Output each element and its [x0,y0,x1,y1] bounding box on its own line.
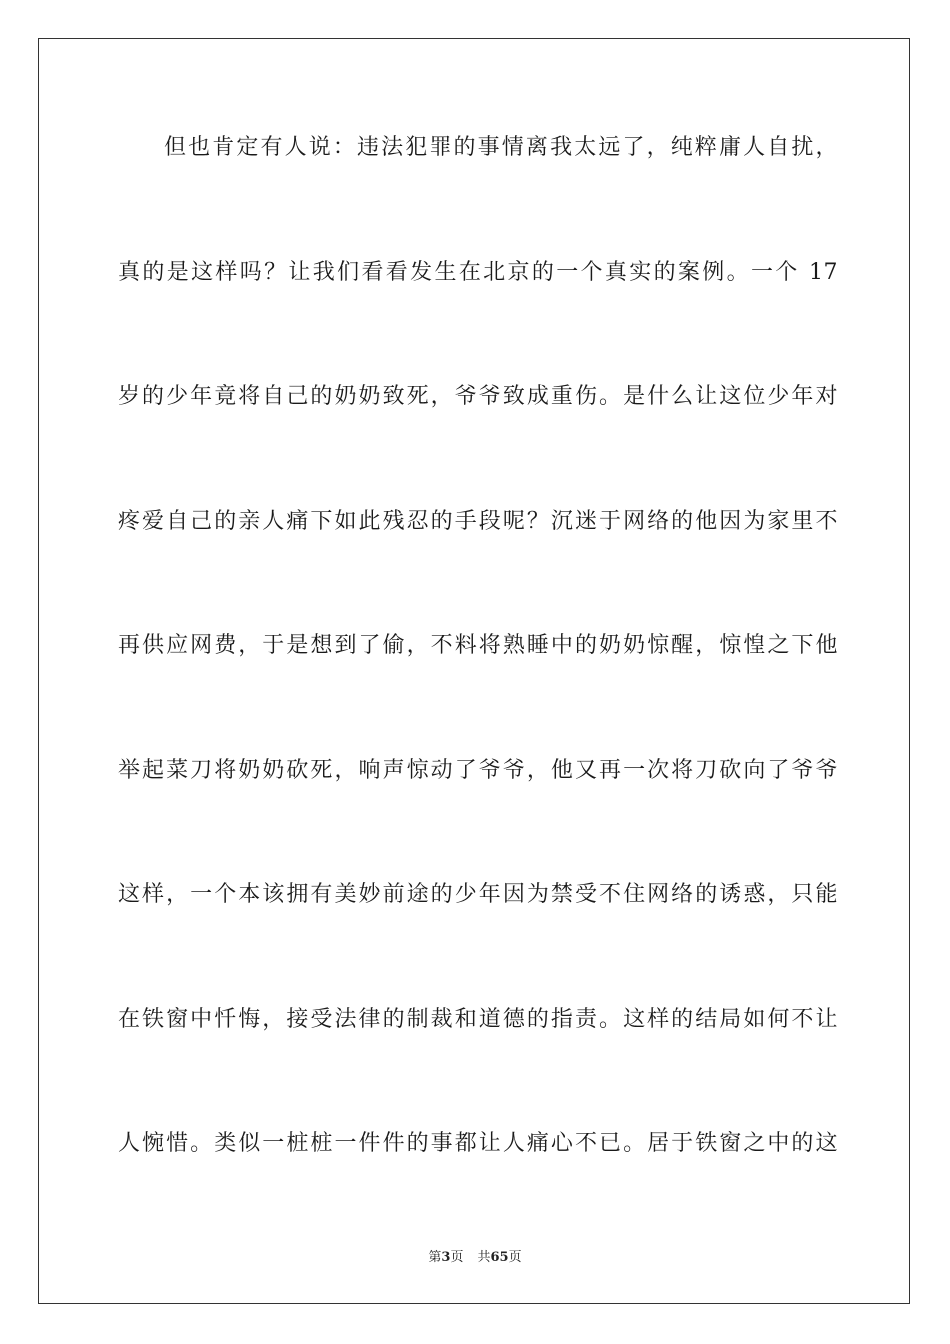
page-footer [0,1246,950,1265]
paragraph-line-1: 但也肯定有人说：违法犯罪的事情离我太远了，纯粹庸人自扰， [164,135,838,160]
total-pages: 65 [490,1250,509,1265]
page-number: 3 [441,1250,451,1265]
document-body [118,128,838,1249]
paragraph-line-3: 岁的少年竟将自己的奶奶致死，爷爷致成重伤。是什么让这位少年对 [118,384,838,409]
paragraph-line-6: 举起菜刀将奶奶砍死，响声惊动了爷爷，他又再一次将刀砍向了爷爷 [118,757,838,783]
page-prefix: 第 [428,1250,442,1265]
total-prefix: 共 [477,1250,491,1265]
paragraph-line-9: 人惋惜。类似一桩桩一件件的事都让人痛心不已。居于铁窗之中的这 [118,1131,838,1156]
paragraph-line-2: 真的是这样吗？让我们看看发生在北京的一个真实的案例。一个 17 [118,259,838,285]
page-suffix: 页 [450,1250,464,1265]
paragraph-line-7: 这样，一个本该拥有美妙前途的少年因为禁受不住网络的诱惑，只能 [118,882,838,907]
paragraph-line-4: 疼爱自己的亲人痛下如此残忍的手段呢？沉迷于网络的他因为家里不 [118,508,838,534]
total-suffix: 页 [508,1250,522,1265]
paragraph-line-8: 在铁窗中忏悔，接受法律的制裁和道德的指责。这样的结局如何不让 [118,1006,838,1032]
paragraph-line-5: 再供应网费，于是想到了偷，不料将熟睡中的奶奶惊醒，惊惶之下他 [118,633,838,658]
